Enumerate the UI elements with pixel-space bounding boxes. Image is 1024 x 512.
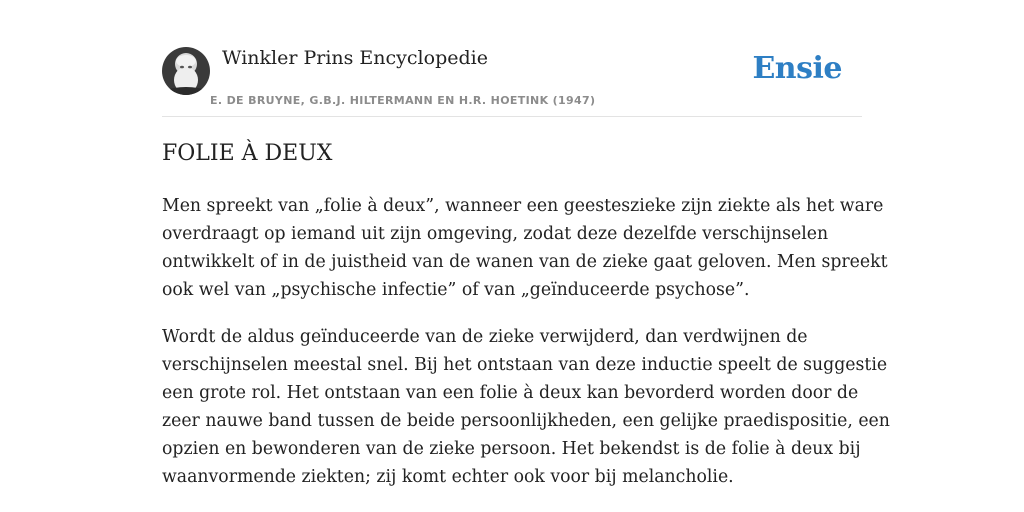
text-line: waanvormende ziekten; zij komt echter ook voor bij melancholie. <box>162 467 734 487</box>
paragraph <box>162 192 888 304</box>
text-line: zeer nauwe band tussen de beide persoonlijkheden, een gelijke praedispositie, een <box>162 411 890 431</box>
article-title: FOLIE À DEUX <box>162 141 333 166</box>
text-line: Men spreekt van „folie à deux”, wanneer een geesteszieke zijn ziekte als het ware <box>162 196 884 216</box>
site-title[interactable]: Winkler Prins Encyclopedie <box>222 47 488 69</box>
text-line: overdraagt op iemand uit zijn omgeving, zodat deze dezelfde verschijnselen <box>162 224 829 244</box>
header <box>162 44 862 117</box>
text-line: ook wel van „psychische infectie” of van „geïnduceerde psychose”. <box>162 280 750 300</box>
authors-byline: E. DE BRUYNE, G.B.J. HILTERMANN EN H.R. HOETINK (1947) <box>210 94 596 107</box>
brand-logo[interactable]: Ensie <box>752 51 842 86</box>
paragraph <box>162 323 890 491</box>
text-line: verschijnselen meestal snel. Bij het ontstaan van deze inductie speelt de suggestie <box>162 355 888 375</box>
text-line: Wordt de aldus geïnduceerde van de zieke verwijderd, dan verdwijnen de <box>162 327 808 347</box>
text-line: opzien en bewonderen van de zieke persoon. Het bekendst is de folie à deux bij <box>162 439 861 459</box>
article-body <box>162 192 890 510</box>
author-avatar-icon <box>162 47 210 95</box>
text-line: een grote rol. Het ontstaan van een folie à deux kan bevorderd worden door de <box>162 383 859 403</box>
text-line: ontwikkelt of in de juistheid van de wanen van de zieke gaat geloven. Men spreekt <box>162 252 888 272</box>
